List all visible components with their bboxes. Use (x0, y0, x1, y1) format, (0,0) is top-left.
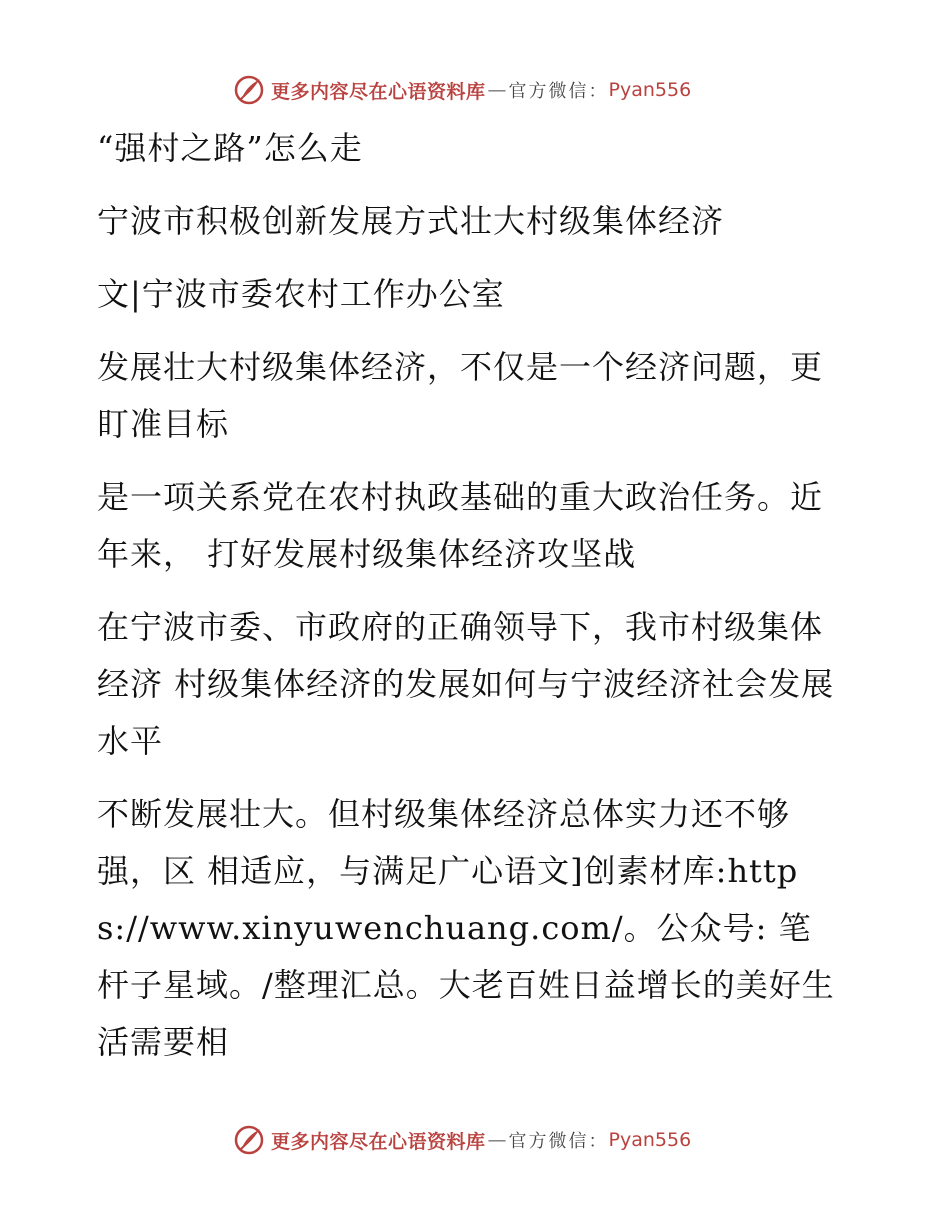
document-paragraph: 在宁波市委、市政府的正确领导下，我市村级集体经济 村级集体经济的发展如何与宁波经济社会发展水平 (97, 608, 835, 760)
watermark-wechat-id: Pyan556 (608, 1129, 692, 1151)
header-watermark (233, 72, 713, 108)
quill-logo-icon (233, 1124, 265, 1156)
document-paragraph: 发展壮大村级集体经济，不仅是一个经济问题，更 盯准目标 (97, 348, 824, 443)
quill-logo-icon (233, 74, 265, 106)
watermark-wechat-id: Pyan556 (608, 79, 692, 101)
document-byline: 文|宁波市委农村工作办公室 (97, 275, 505, 313)
watermark-dash: — (487, 1129, 507, 1151)
watermark-label: 官方微信： (508, 81, 609, 102)
footer-watermark (233, 1122, 713, 1158)
watermark-dash: — (487, 79, 507, 101)
document-subtitle: 宁波市积极创新发展方式壮大村级集体经济 (97, 202, 725, 240)
document-paragraph: 不断发展壮大。但村级集体经济总体实力还不够强，区 相适应，与满足广心语文]创素材库:https://www.xinyuwenchuang.com/。公众号: 笔杆子星域。/整理汇总。大老百姓日益增长的美好生活需要相 (97, 795, 835, 1061)
watermark-label: 官方微信： (508, 1131, 609, 1152)
document-body (97, 120, 837, 1087)
watermark-site-text: 更多内容尽在心语资料库 (271, 1130, 486, 1153)
watermark-site-text: 更多内容尽在心语资料库 (271, 80, 486, 103)
document-paragraph: 是一项关系党在农村执政基础的重大政治任务。近年来， 打好发展村级集体经济攻坚战 (97, 478, 824, 573)
document-title: “强村之路”怎么走 (97, 129, 363, 167)
